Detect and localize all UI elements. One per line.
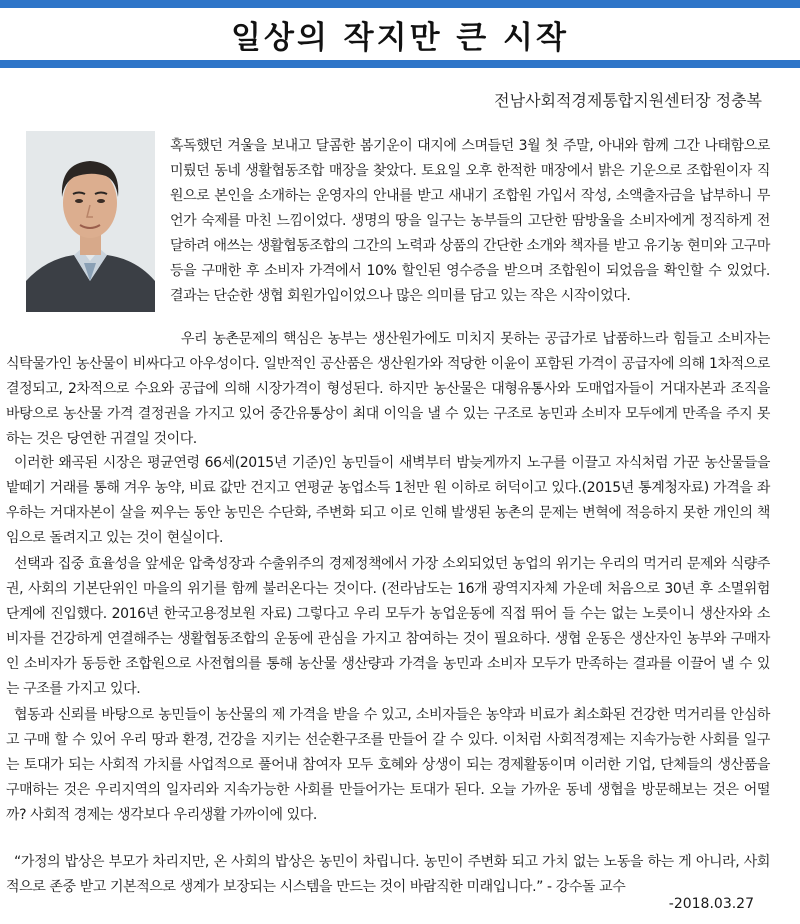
paragraph-2: 우리 농촌문제의 핵심은 농부는 생산원가에도 미치지 못하는 공급가로 납품하느라 힘들고 소비자는 식탁물가인 농산물이 비싸다고 아우성이다. 일반적인 공산품은 생산원가와 적당한 이윤이 포함된 가격이 공급자에 의해 1차적으로 결정되고, 2차적으로 수요와 공급에 의해 시장가격이 형성된다. 하지만 농산물은 대형유통사와 도매업자들이 거대자본과 조직을 바탕으로 농산물 가격 결정권을 가지고 있어 중간유통상이 최대 이익을 낼 수 있는 구조로 농민과 소비자 모두에게 만족을 주지 못하는 것은 당연한 귀결일 것이다. [6,331,770,447]
publish-date: -2018.03.27 [668,896,754,912]
paragraph-1: 혹독했던 겨울을 보내고 달콤한 봄기운이 대지에 스며들던 3월 첫 주말, 아내와 함께 그간 나태함으로 미뤘던 동네 생활협동조합 매장을 찾았다. 토요일 오후 한적한 매장에서 밝은 기운으로 조합원이자 직원으로 본인을 소개하는 운영자의 안내를 받고 새내기 조합원 가입서 작성, 소액출자금을 납부하니 무언가 숙제를 마친 느낌이었다. 생명의 땅을 일구는 농부들의 고단한 땀방울을 소비자에게 정직하게 전달하려 애쓰는 생활협동조합의 그간의 노력과 상품의 간단한 소개와 책자를 받고 유기농 현미와 고구마 등을 구매한 후 소비자 가격에서 10% 할인된 영수증을 받으며 조합원이 되었음을 확인할 수 있었다. 결과는 단순한 생협 회원가입이었으나 많은 의미를 담고 있는 작은 시작이었다. [170,138,770,304]
paragraph-4: 선택과 집중 효율성을 앞세운 압축성장과 수출위주의 경제정책에서 가장 소외되었던 농업의 위기는 우리의 먹거리 문제와 식량주권, 사회의 기본단위인 마을의 위기를 함께 불러온다는 것이다. (전라남도는 16개 광역지자체 가운데 처음으로 30년 후 소멸위험단계에 진입했다. 2016년 한국고용정보원 자료) 그렇다고 우리 모두가 농업운동에 직접 뛰어 들 수는 없는 노릇이니 생산자와 소비자를 건강하게 연결해주는 생활협동조합의 운동에 관심을 가지고 참여하는 것이 필요하다. 생협 운동은 생산자인 농부와 구매자인 소비자가 동등한 조합원으로 사전협의를 통해 농산물 생산량과 가격을 농민과 소비자 모두가 만족하는 결과를 이끌어 낼 수 있는 구조를 가지고 있다. [6,556,770,697]
author-byline: 전남사회적경제통합지원센터장 정충복 [494,91,762,110]
title-rule [0,60,800,68]
author-portrait-image [26,131,155,312]
author-photo [26,131,155,312]
paragraph-3: 이러한 왜곡된 시장은 평균연령 66세(2015년 기준)인 농민들이 새벽부터 밤늦게까지 노구를 이끌고 자식처럼 가꾼 농산물들을 밭떼기 거래를 통해 겨우 농약, 비료 값만 건지고 연평균 농업소득 1천만 원 이하로 허덕이고 있다.(2015년 통계청자료) 가격을 좌우하는 거대자본이 살을 찌우는 동안 농민은 수단화, 주변화 되고 이로 인해 발생된 농촌의 문제는 변혁에 적응하지 못한 개인의 책임으로 돌려지고 있는 것이 현실이다. [6,455,770,546]
closing-quote: “가정의 밥상은 부모가 차리지만, 온 사회의 밥상은 농민이 차립니다. 농민이 주변화 되고 가치 없는 노동을 하는 게 아니라, 사회적으로 존중 받고 기본적으로 생계가 보장되는 시스템을 만드는 것이 바람직한 미래입니다.” - 강수돌 교수 [6,854,770,895]
article-title: 일상의 작지만 큰 시작 [231,20,569,56]
top-rule [0,0,800,8]
paragraph-5: 협동과 신뢰를 바탕으로 농민들이 농산물의 제 가격을 받을 수 있고, 소비자들은 농약과 비료가 최소화된 건강한 먹거리를 안심하고 구매 할 수 있어 우리 땅과 환경, 건강을 지키는 선순환구조를 만들어 갈 수 있다. 이처럼 사회적경제는 지속가능한 사회를 일구는 토대가 되는 사회적 가치를 사업적으로 풀어내 참여자 모두 호혜와 상생이 되는 경제활동이며 이러한 기업, 단체들의 생산품을 구매하는 것은 우리지역의 일자리와 지속가능한 사회를 만들어가는 토대가 된다. 오늘 가까운 동네 생협을 방문해보는 것은 어떨까? 사회적 경제는 생각보다 우리생활 가까이에 있다. [6,707,770,823]
